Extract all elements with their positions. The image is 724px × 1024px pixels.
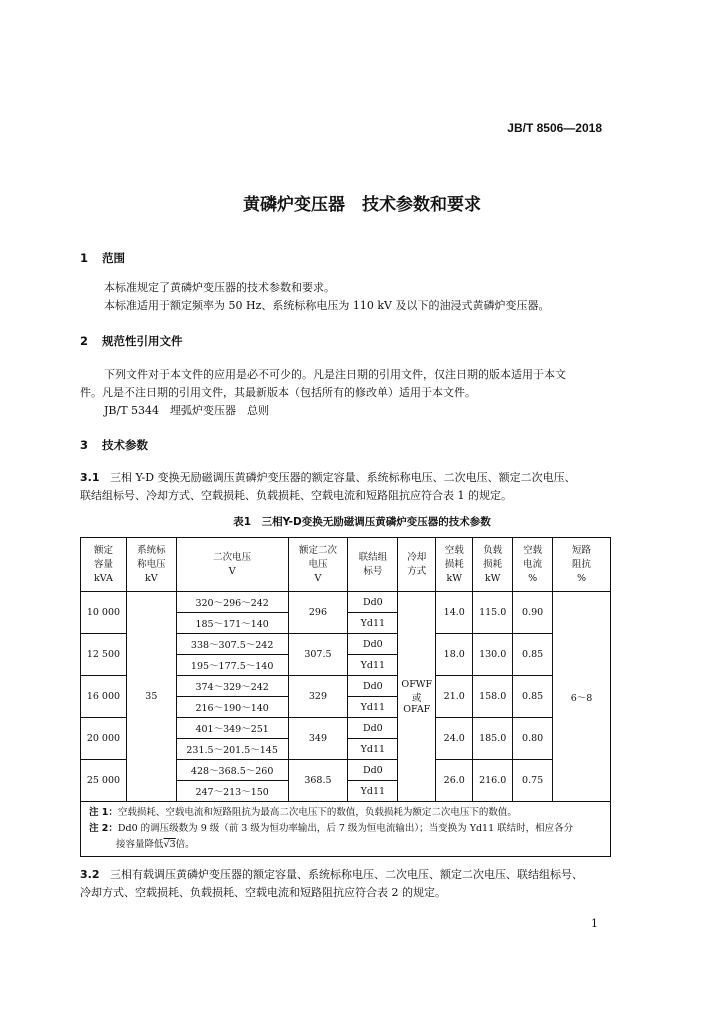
- section-2-title: 规范性引用文件: [102, 334, 183, 348]
- cell-secondary-voltage: 247～213～150: [176, 781, 288, 802]
- cell-rated-voltage: 296: [288, 592, 348, 634]
- cell-secondary-voltage: 185～171～140: [176, 613, 288, 634]
- table-row: [81, 592, 611, 613]
- cell-noload-loss: 21.0: [436, 676, 473, 718]
- table-note-2-continued: [89, 837, 602, 853]
- clause-3-1-number: 3.1: [80, 471, 100, 484]
- cell-rated-voltage: 368.5: [288, 760, 348, 802]
- clause-3-1-text-1: 三相 Y-D 变换无励磁调压黄磷炉变压器的额定容量、系统标称电压、二次电压、额定二次电压、: [110, 471, 576, 484]
- table-1-caption: 表1 三相Y-D变换无励磁调压黄磷炉变压器的技术参数: [233, 516, 491, 528]
- standard-number: JB/T 8506—2018: [507, 121, 602, 135]
- normative-reference: JB/T 5344 埋弧炉变压器 总则: [104, 404, 270, 417]
- header-impedance: 短路 阻抗 %: [553, 538, 611, 592]
- cell-vector-group: Dd0: [348, 676, 398, 697]
- header-vector-group: 联结组 标号: [348, 538, 398, 592]
- cell-cooling: OFWF 或 OFAF: [398, 592, 436, 802]
- clause-3-2-number: 3.2: [80, 868, 100, 881]
- note-2-label: 注 2：: [89, 823, 118, 834]
- cell-capacity: 12 500: [81, 634, 127, 676]
- cell-rated-voltage: 329: [288, 676, 348, 718]
- cell-load-loss: 130.0: [473, 634, 513, 676]
- cell-secondary-voltage: 320～296～242: [176, 592, 288, 613]
- cell-noload-current: 0.85: [513, 676, 553, 718]
- cell-load-loss: 216.0: [473, 760, 513, 802]
- cell-capacity: 10 000: [81, 592, 127, 634]
- cell-noload-current: 0.75: [513, 760, 553, 802]
- cell-noload-loss: 14.0: [436, 592, 473, 634]
- note-1-label: 注 1：: [89, 807, 118, 818]
- cell-secondary-voltage: 231.5～201.5～145: [176, 739, 288, 760]
- cell-secondary-voltage: 338～307.5～242: [176, 634, 288, 655]
- table-note-2: [89, 821, 602, 837]
- section-2-paragraph-line-1: 下列文件对于本文件的应用是必不可少的。凡是注日期的引用文件，仅注日期的版本适用于本文: [104, 368, 566, 381]
- section-3-heading: [80, 437, 148, 453]
- sqrt-three: √3: [163, 839, 176, 850]
- cell-secondary-voltage: 428～368.5～260: [176, 760, 288, 781]
- table-1: [80, 537, 611, 857]
- header-system-voltage: 系统标 称电压 kV: [126, 538, 176, 592]
- note-2-text: Dd0 的调压级数为 9 级（前 3 级为恒功率输出，后 7 级为恒电流输出）；当变换为 Yd11 联结时，相应各分: [117, 823, 574, 834]
- header-load-loss: 负载 损耗 kW: [473, 538, 513, 592]
- cell-vector-group: Yd11: [348, 613, 398, 634]
- cell-vector-group: Dd0: [348, 760, 398, 781]
- cell-vector-group: Yd11: [348, 655, 398, 676]
- table-notes-row: [81, 802, 611, 857]
- section-2-heading: [80, 333, 183, 349]
- cell-secondary-voltage: 401～349～251: [176, 718, 288, 739]
- clause-3-2-line-1: [80, 866, 583, 884]
- section-1-heading: [80, 250, 125, 266]
- cell-system-voltage: 35: [126, 592, 176, 802]
- clause-3-2-text-1: 三相有载调压黄磷炉变压器的额定容量、系统标称电压、二次电压、额定二次电压、联结组标号、: [110, 868, 583, 881]
- note-1-text: 空载损耗、空载电流和短路阻抗为最高二次电压下的数值，负载损耗为额定二次电压下的数值。: [117, 807, 517, 818]
- header-cooling: 冷却 方式: [398, 538, 436, 592]
- header-noload-loss: 空载 损耗 kW: [436, 538, 473, 592]
- section-1-paragraph-1: 本标准规定了黄磷炉变压器的技术参数和要求。: [104, 281, 335, 294]
- section-1-title: 范围: [102, 251, 125, 265]
- cell-noload-loss: 24.0: [436, 718, 473, 760]
- cell-vector-group: Yd11: [348, 697, 398, 718]
- cell-rated-voltage: 307.5: [288, 634, 348, 676]
- cell-vector-group: Dd0: [348, 718, 398, 739]
- page-number: 1: [591, 917, 598, 930]
- clause-3-1-line-1: [80, 469, 576, 487]
- cell-vector-group: Yd11: [348, 781, 398, 802]
- cell-secondary-voltage: 195～177.5～140: [176, 655, 288, 676]
- section-2-paragraph-line-2: 件。凡是不注日期的引用文件，其最新版本（包括所有的修改单）适用于本文件。: [80, 386, 476, 399]
- table-header-row: [81, 538, 611, 592]
- header-rated-secondary-voltage: 额定二次 电压 V: [288, 538, 348, 592]
- cell-noload-loss: 18.0: [436, 634, 473, 676]
- section-3-title: 技术参数: [102, 438, 148, 452]
- document-title: 黄磷炉变压器 技术参数和要求: [243, 195, 481, 215]
- section-2-number: 2: [80, 334, 89, 348]
- note-2-text-pre: 接容量降低: [116, 839, 164, 850]
- cell-noload-loss: 26.0: [436, 760, 473, 802]
- cell-secondary-voltage: 216～190～140: [176, 697, 288, 718]
- cell-vector-group: Dd0: [348, 634, 398, 655]
- cell-impedance: 6～8: [553, 592, 611, 802]
- header-noload-current: 空载 电流 %: [513, 538, 553, 592]
- clause-3-1-line-2: 联结组标号、冷却方式、空载损耗、负载损耗、空载电流和短路阻抗应符合表 1 的规定。: [80, 489, 512, 502]
- cell-load-loss: 115.0: [473, 592, 513, 634]
- section-3-number: 3: [80, 438, 89, 452]
- table-notes: [81, 802, 611, 857]
- cell-vector-group: Dd0: [348, 592, 398, 613]
- header-capacity: 额定 容量 kVA: [81, 538, 127, 592]
- cell-noload-current: 0.90: [513, 592, 553, 634]
- note-2-text-post: 倍。: [175, 839, 195, 850]
- cell-capacity: 16 000: [81, 676, 127, 718]
- cell-load-loss: 185.0: [473, 718, 513, 760]
- cell-noload-current: 0.85: [513, 634, 553, 676]
- clause-3-2-line-2: 冷却方式、空载损耗、负载损耗、空载电流和短路阻抗应符合表 2 的规定。: [80, 886, 446, 899]
- cell-rated-voltage: 349: [288, 718, 348, 760]
- cell-vector-group: Yd11: [348, 739, 398, 760]
- cell-capacity: 25 000: [81, 760, 127, 802]
- cell-noload-current: 0.80: [513, 718, 553, 760]
- cell-capacity: 20 000: [81, 718, 127, 760]
- cell-load-loss: 158.0: [473, 676, 513, 718]
- section-1-number: 1: [80, 251, 89, 265]
- cell-secondary-voltage: 374～329～242: [176, 676, 288, 697]
- table-note-1: [89, 805, 602, 821]
- section-1-paragraph-2: 本标准适用于额定频率为 50 Hz、系统标称电压为 110 kV 及以下的油浸式黄磷炉变压器。: [104, 299, 550, 312]
- header-secondary-voltage: 二次电压 V: [176, 538, 288, 592]
